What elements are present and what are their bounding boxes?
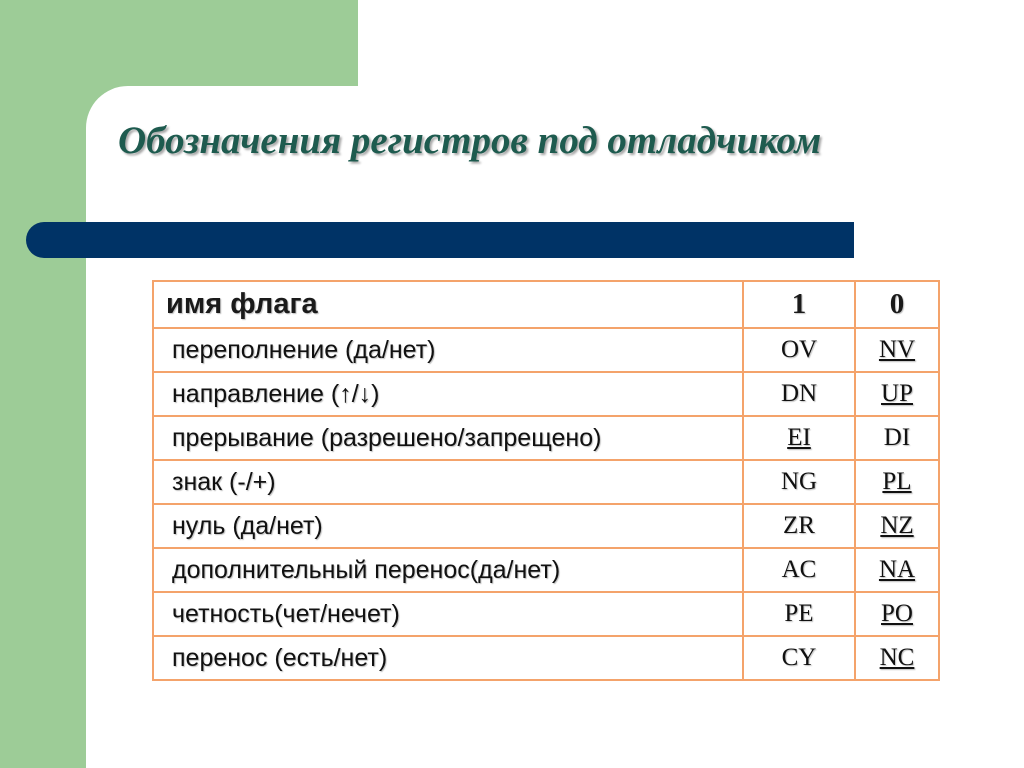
flag-set-cell: ZR — [743, 504, 855, 548]
flag-set-cell: DN — [743, 372, 855, 416]
flag-name-cell: четность(чет/нечет) — [153, 592, 743, 636]
table-header-row — [153, 281, 939, 328]
flag-clear-cell: NV — [855, 328, 939, 372]
flag-name-cell: прерывание (разрешено/запрещено) — [153, 416, 743, 460]
flag-clear-cell: UP — [855, 372, 939, 416]
flag-clear-cell: NZ — [855, 504, 939, 548]
flag-clear-cell: PO — [855, 592, 939, 636]
header-flag-name: имя флага — [153, 281, 743, 328]
flag-set-cell: CY — [743, 636, 855, 680]
table-row — [153, 460, 939, 504]
table-row — [153, 328, 939, 372]
flag-set-cell: EI — [743, 416, 855, 460]
flag-clear-cell: DI — [855, 416, 939, 460]
flag-name-cell: направление (↑/↓) — [153, 372, 743, 416]
header-value-zero: 0 — [855, 281, 939, 328]
flag-set-cell: OV — [743, 328, 855, 372]
flag-clear-cell: NA — [855, 548, 939, 592]
flag-clear-cell: NC — [855, 636, 939, 680]
flag-name-cell: дополнительный перенос(да/нет) — [153, 548, 743, 592]
flag-name-cell: переполнение (да/нет) — [153, 328, 743, 372]
flag-clear-cell: PL — [855, 460, 939, 504]
flag-set-cell: AC — [743, 548, 855, 592]
flag-name-cell: нуль (да/нет) — [153, 504, 743, 548]
slide-title: Обозначения регистров под отладчиком — [118, 119, 822, 162]
table-row — [153, 548, 939, 592]
table-row — [153, 592, 939, 636]
flag-name-cell: перенос (есть/нет) — [153, 636, 743, 680]
flag-set-cell: PE — [743, 592, 855, 636]
table-row — [153, 372, 939, 416]
table-row — [153, 636, 939, 680]
flag-set-cell: NG — [743, 460, 855, 504]
flag-name-cell: знак (-/+) — [153, 460, 743, 504]
table-row — [153, 416, 939, 460]
flags-table — [152, 280, 940, 681]
header-value-one: 1 — [743, 281, 855, 328]
table-row — [153, 504, 939, 548]
title-underline-bar — [26, 222, 854, 258]
